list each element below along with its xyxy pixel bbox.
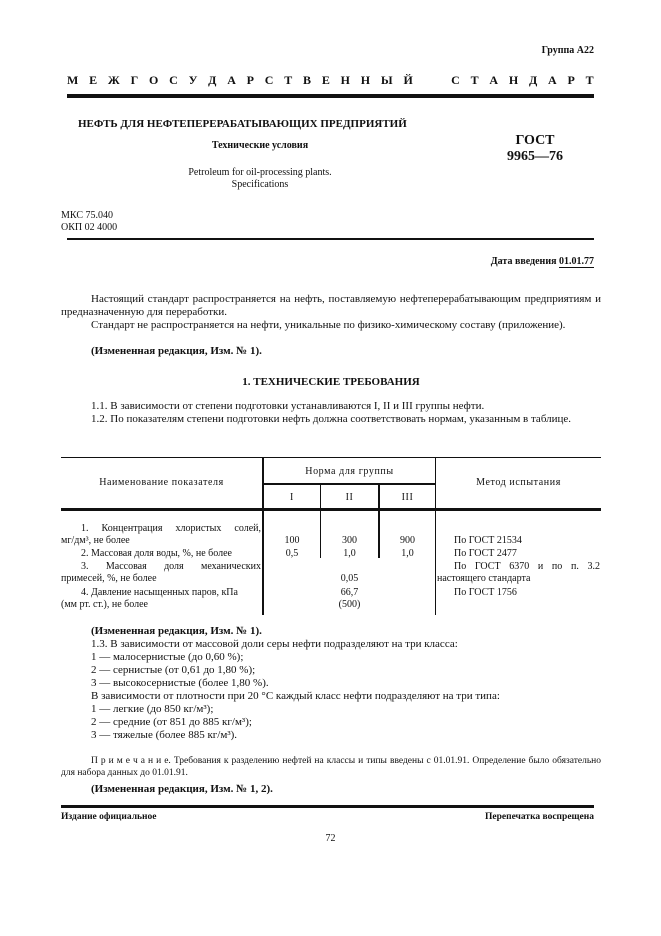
document-subtitle: Технические условия — [211, 140, 309, 151]
table-amendment: (Измененная редакция, Изм. № 1). — [91, 625, 262, 637]
banner-letter: А — [489, 73, 499, 87]
row1-name-line1: 1. Концентрация хлористых солей, — [81, 523, 261, 534]
sulfur-class-1: 1 — малосернистые (до 0,60 %); — [91, 651, 244, 663]
banner-letter: С — [169, 73, 178, 87]
banner-letter: Г — [130, 73, 139, 87]
banner-letter: А — [548, 73, 557, 87]
banner-letter: М — [67, 73, 79, 87]
table-top-border — [61, 457, 601, 458]
english-title — [150, 167, 370, 191]
note-amendment: (Измененная редакция, Изм. № 1, 2). — [91, 783, 273, 795]
row1-name-line2: мг/дм³, не более — [61, 535, 130, 546]
intro-paragraph-1: Настоящий стандарт распространяется на нефть, поставляемую нефтеперерабатывающим предприятиям и предназначенную для переработки. — [61, 293, 601, 318]
banner-letter: Н — [508, 73, 519, 87]
document-title: НЕФТЬ ДЛЯ НЕФТЕПЕРЕРАБАТЫВАЮЩИХ ПРЕДПРИЯТИЙ — [78, 118, 407, 130]
row2-name: 2. Массовая доля воды, %, не более — [81, 548, 232, 559]
density-type-3: 3 — тяжелые (более 885 кг/м³). — [91, 729, 238, 741]
row1-group3: 900 — [400, 535, 415, 546]
density-intro: В зависимости от плотности при 20 °С каждый класс нефти подразделяют на три типа: — [91, 690, 500, 702]
banner-letter: Н — [340, 73, 350, 87]
banner-letter: Д — [528, 73, 538, 87]
english-title-line2: Specifications — [231, 179, 289, 190]
okp-code: ОКП 02 4000 — [61, 222, 118, 233]
gost-designation — [490, 133, 580, 165]
page-number: 72 — [325, 833, 336, 844]
column-header-norm: Норма для группы — [305, 466, 394, 477]
row1-method: По ГОСТ 21534 — [454, 535, 522, 546]
row2-group1: 0,5 — [285, 548, 299, 559]
row4-name-line1: 4. Давление насыщенных паров, кПа — [81, 587, 238, 598]
effective-date — [491, 256, 594, 267]
banner-letter: С — [451, 73, 460, 87]
row4-name-line2: (мм рт. ст.), не более — [61, 599, 148, 610]
codes-rule — [67, 238, 594, 240]
clause-1-2: 1.2. По показателям степени подготовки нефть должна соответствовать нормам, указанным в таблице. — [91, 413, 572, 425]
intro-paragraph-2: Стандарт не распространяется на нефти, уникальные по физико-химическому составу (приложение). — [91, 319, 566, 331]
banner-letter: Е — [89, 73, 98, 87]
banner-letter: Р — [567, 73, 575, 87]
banner-letter — [424, 73, 427, 88]
row4-common-value-mmhg: (500) — [338, 599, 361, 610]
clause-1-3: 1.3. В зависимости от массовой доли серы нефти подразделяют на три класса: — [91, 638, 458, 650]
mks-code: МКС 75.040 — [61, 210, 113, 221]
note-label: П р и м е ч а н и е. — [91, 756, 171, 766]
banner-letter: С — [264, 73, 274, 87]
footer-rule — [61, 805, 594, 808]
banner-letter: Ж — [107, 73, 120, 87]
density-type-1: 1 — легкие (до 850 кг/м³); — [91, 703, 214, 715]
row2-method: По ГОСТ 2477 — [454, 548, 517, 559]
banner-letter: Т — [284, 73, 293, 87]
english-title-line1: Petroleum for oil-processing plants. — [188, 167, 332, 178]
note-text: Требования к разделению нефтей на классы и типы введены с 01.01.91. Определение было обязательно для набора данных до 01.01.91. — [61, 756, 601, 778]
column-header-name: Наименование показателя — [99, 477, 224, 488]
gost-label: ГОСТ — [515, 133, 555, 148]
banner-letter: Й — [403, 73, 413, 87]
row3-name-line1: 3. Массовая доля механических — [81, 561, 261, 572]
intro-amendment: (Измененная редакция, Изм. № 1). — [91, 345, 262, 357]
sulfur-class-2: 2 — сернистые (от 0,61 до 1,80 %); — [91, 664, 256, 676]
gost-number: 9965—76 — [507, 149, 563, 164]
row3-common-value: 0,05 — [340, 573, 359, 584]
banner-letter: Е — [321, 73, 330, 87]
sulfur-class-3: 3 — высокосернистые (более 1,80 %). — [91, 677, 269, 689]
note-paragraph — [61, 755, 601, 779]
banner-letter: О — [148, 73, 159, 87]
banner-letter: А — [227, 73, 236, 87]
column-header-group-1: I — [290, 492, 294, 503]
banner-letter: Т — [585, 73, 594, 87]
classification-codes — [61, 210, 117, 234]
interstate-standard-banner — [67, 73, 594, 88]
table-header-border — [61, 508, 601, 511]
row4-method: По ГОСТ 1756 — [454, 587, 517, 598]
column-header-group-2: II — [345, 492, 354, 503]
row3-method-line2: настоящего стандарта — [437, 573, 531, 584]
official-edition-label: Издание официальное — [61, 812, 157, 822]
banner-letter: Н — [360, 73, 371, 87]
date-label: Дата введения — [490, 256, 557, 267]
row1-group2: 300 — [342, 535, 357, 546]
banner-letter — [437, 73, 440, 88]
banner-letter: У — [188, 73, 198, 87]
row4-common-value: 66,7 — [340, 587, 359, 598]
banner-letter: Д — [208, 73, 217, 87]
row3-name-line2: примесей, %, не более — [61, 573, 157, 584]
column-header-method: Метод испытания — [476, 477, 561, 488]
banner-letter: Р — [246, 73, 254, 87]
banner-letter: В — [303, 73, 312, 87]
banner-letter: Ы — [380, 73, 393, 87]
reprint-prohibited-label: Перепечатка воспрещена — [484, 812, 594, 822]
section-heading: 1. ТЕХНИЧЕСКИЕ ТРЕБОВАНИЯ — [242, 376, 420, 388]
row1-group1: 100 — [284, 535, 300, 546]
row3-method-line1: По ГОСТ 6370 и по п. 3.2 — [454, 561, 600, 572]
density-type-2: 2 — средние (от 851 до 885 кг/м³); — [91, 716, 252, 728]
banner-letter: Т — [470, 73, 479, 87]
date-value: 01.01.77 — [559, 256, 594, 267]
clause-1-1: 1.1. В зависимости от степени подготовки устанавливаются I, II и III группы нефти. — [91, 400, 485, 412]
table-group-divider — [263, 483, 436, 485]
row2-group2: 1,0 — [343, 548, 356, 559]
group-code: Группа А22 — [541, 45, 594, 56]
column-header-group-3: III — [401, 492, 414, 503]
header-rule — [67, 94, 594, 98]
row2-group3: 1,0 — [401, 548, 414, 559]
